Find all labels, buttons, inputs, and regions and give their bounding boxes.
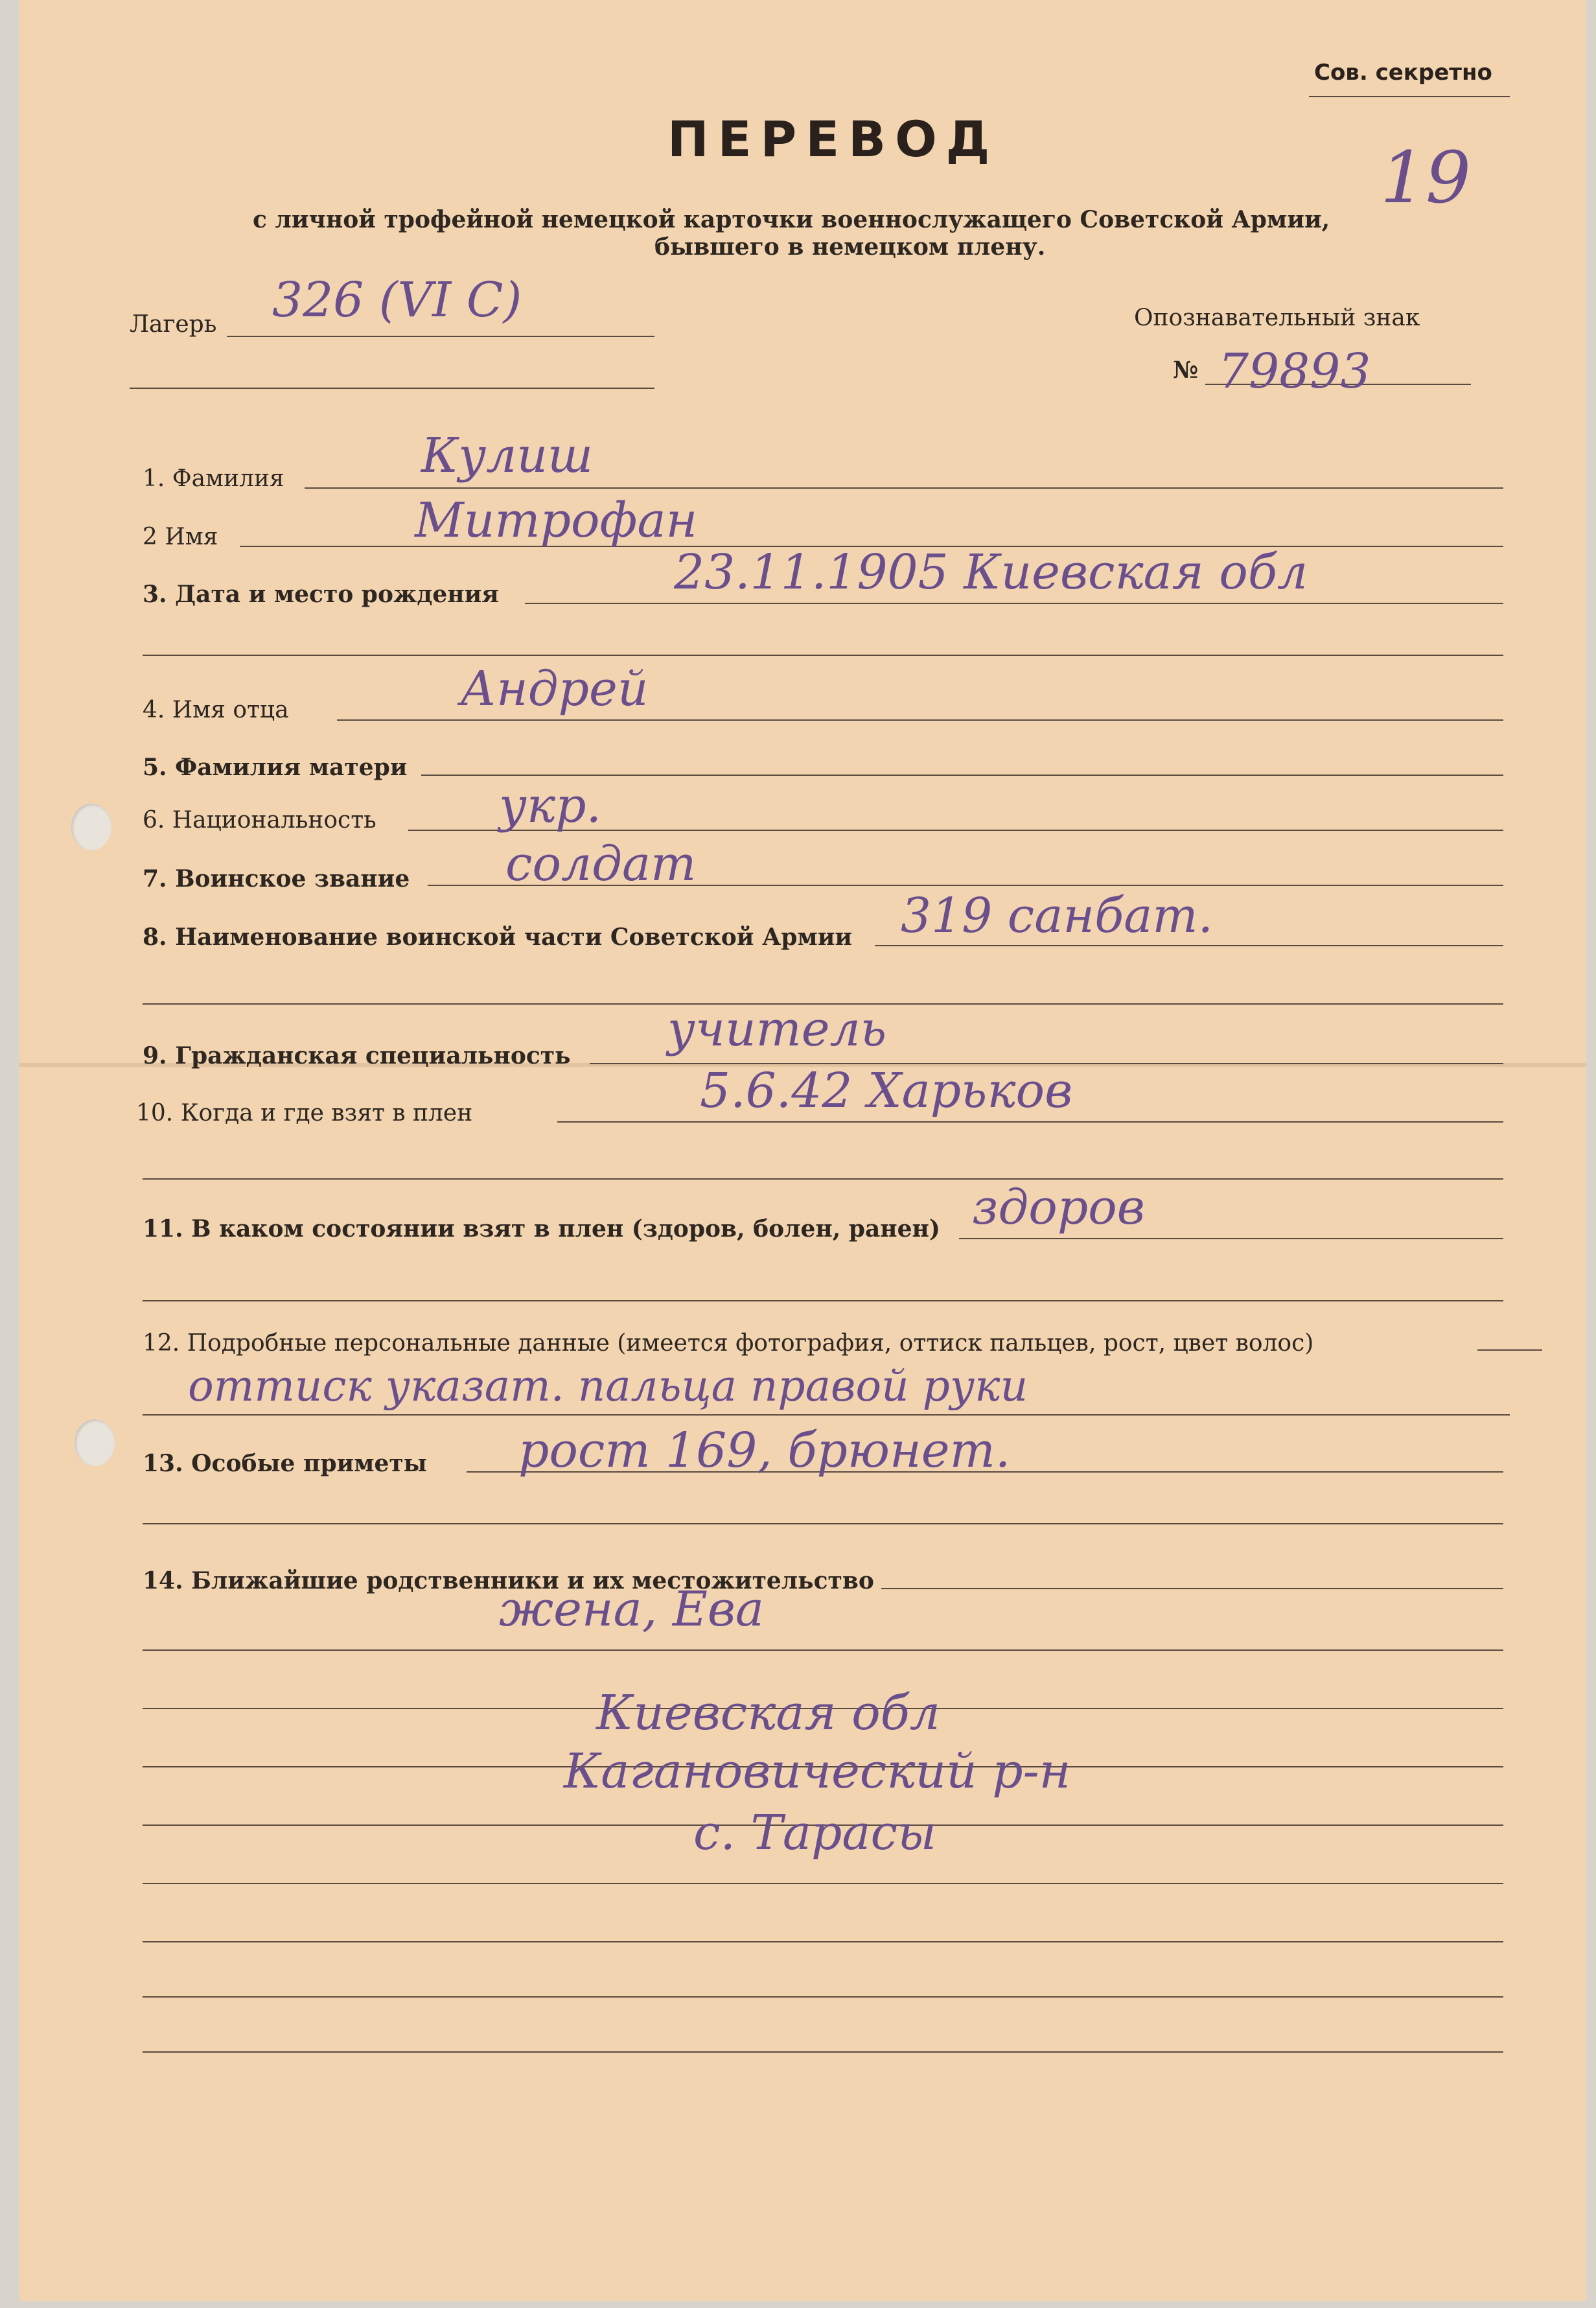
field-captured-line-2 [143,1178,1503,1180]
document-subtitle-line2: бывшего в немецком плену. [654,233,1046,261]
field-details-label: 12. Подробные персональные данные (имеется фотография, оттиск пальцев, рост, цвет волос) [143,1330,1314,1357]
field-birth-line-2 [143,655,1503,656]
camp-line-2 [130,388,654,389]
handwritten-page-number: 19 [1380,136,1471,219]
field-nationality-value: укр. [499,778,602,833]
punch-hole [75,1419,115,1466]
field-name-value: Митрофан [415,493,698,548]
camp-line [227,336,654,337]
field-relatives-label: 14. Ближайшие родственники и их местожительство [143,1567,874,1594]
document-sheet [19,0,1586,2301]
punch-hole [71,804,111,850]
id-tag-value: 79893 [1218,344,1371,399]
field-condition-line [959,1238,1503,1239]
field-mother-label: 5. Фамилия матери [143,754,408,781]
field-details-value: оттиск указат. пальца правой руки [188,1361,1028,1411]
field-details-line-2 [143,1414,1510,1416]
field-features-value: рост 169, брюнет. [518,1423,1011,1478]
camp-label: Лагерь [130,311,217,338]
classification-underline [1309,96,1510,97]
field-surname-label: 1. Фамилия [143,465,284,492]
field-birth-value: 23.11.1905 Киевская обл [674,544,1308,600]
field-surname-value: Кулиш [421,428,594,484]
field-father-line [337,719,1503,721]
field-name-label: 2 Имя [143,524,218,550]
relatives-line-4: с. Тарасы [693,1805,937,1861]
field-surname-line [305,487,1503,489]
id-tag-number-label: № [1173,356,1199,384]
camp-value: 326 (VI C) [272,272,522,328]
field-unit-line [875,945,1503,946]
relatives-rule-7 [143,1996,1503,1998]
field-unit-label: 8. Наименование воинской части Советской Армии [143,924,853,951]
field-mother-line [421,775,1503,776]
relatives-line-2: Киевская обл [596,1685,940,1741]
field-birth-line [525,603,1503,604]
document-title: ПЕРЕВОД [667,110,999,168]
field-profession-label: 9. Гражданская специальность [143,1042,571,1069]
field-captured-value: 5.6.42 Харьков [700,1063,1073,1119]
relatives-rule-1 [143,1649,1503,1651]
relatives-line-1: жена, Ева [499,1581,765,1637]
field-rank-value: солдат [505,836,697,892]
field-captured-line [557,1121,1503,1123]
relatives-line-3: Кагановический р-н [564,1743,1071,1799]
field-relatives-line [881,1588,1503,1589]
field-features-label: 13. Особые приметы [143,1450,427,1477]
field-condition-value: здоров [972,1180,1145,1235]
classification-stamp: Сов. секретно [1314,60,1492,86]
document-subtitle-line1: с личной трофейной немецкой карточки военнослужащего Советской Армии, [253,206,1330,233]
relatives-rule-5 [143,1883,1503,1884]
field-profession-value: учитель [667,1001,886,1057]
field-nationality-label: 6. Национальность [143,807,376,833]
field-father-value: Андрей [460,661,649,717]
field-captured-label: 10. Когда и где взят в плен [136,1100,473,1126]
relatives-rule-8 [143,2051,1503,2053]
field-unit-value: 319 санбат. [901,888,1214,944]
field-birth-label: 3. Дата и место рождения [143,581,499,608]
relatives-rule-6 [143,1941,1503,1942]
id-tag-label: Опознавательный знак [1134,305,1420,331]
field-features-line-2 [143,1523,1503,1524]
field-condition-label: 11. В каком состоянии взят в плен (здоров, болен, ранен) [143,1215,940,1242]
field-details-line [1477,1349,1542,1351]
field-rank-label: 7. Воинское звание [143,865,410,892]
field-father-label: 4. Имя отца [143,697,289,723]
field-condition-line-2 [143,1300,1503,1301]
